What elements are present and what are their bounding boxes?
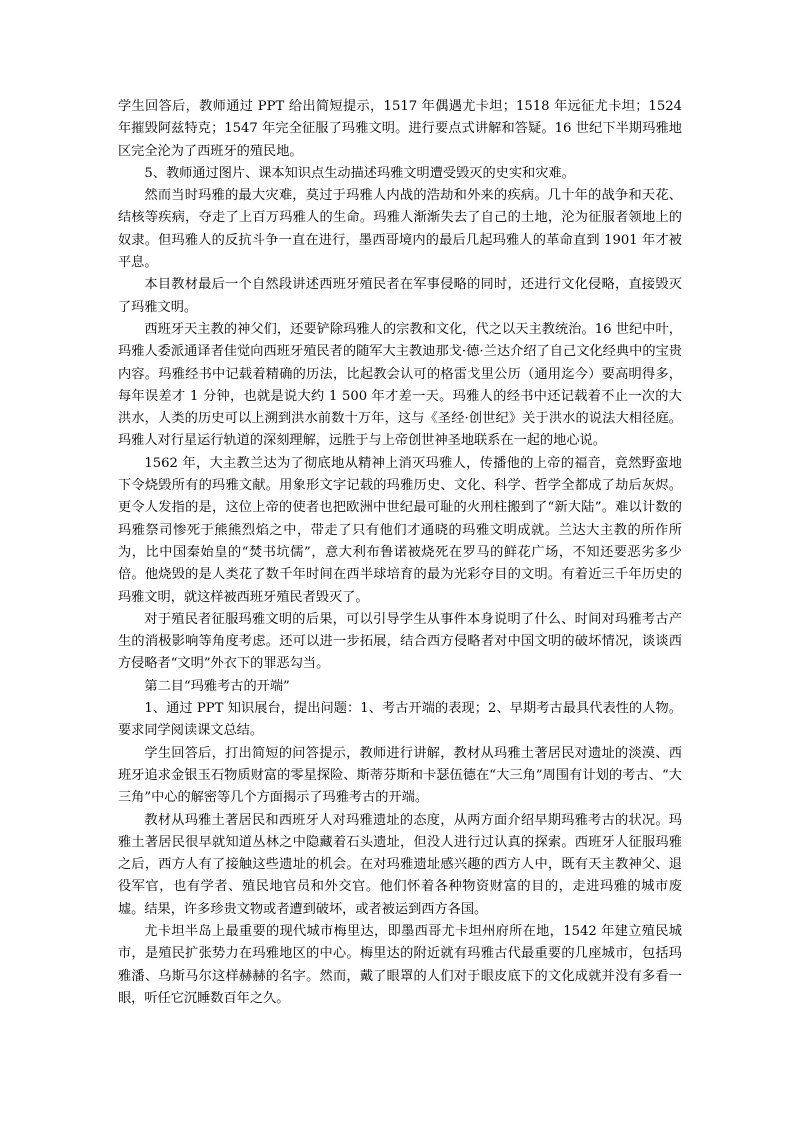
document-page — [118, 96, 682, 1010]
paragraph-early-archaeology: 教材从玛雅土著居民和西班牙人对玛雅遗址的态度，从两方面介绍早期玛雅考古的状况。玛雅土著居民很早就知道丛林之中隐藏着石头遗址，但没人进行过认真的探索。西班牙人征服玛雅之后，西方人有了接触这些遗址的机会。在对玛雅遗址感兴趣的西方人中，既有天主教神父、退役军官，也有学者、殖民地官员和外交官。他们怀着各种物资财富的目的，走进玛雅的城市废墟。结果，许多珍贵文物或者遭到破坏，或者被运到西方各国。 — [118, 812, 682, 917]
paragraph-step-1-questions: 1、通过 PPT 知识展台，提出问题：1、考古开端的表现；2、早期考古最具代表性的人物。要求同学阅读课文总结。 — [118, 701, 682, 739]
section-heading-archaeology-origin: 第二目“玛雅考古的开端” — [144, 678, 290, 694]
paragraph-merida: 尤卡坦半岛上最重要的现代城市梅里达，即墨西哥尤卡坦州府所在地，1542 年建立殖民城市，是殖民扩张势力在玛雅地区的中心。梅里达的附近就有玛雅古代最重要的几座城市，包括玛雅潘、乌斯马尔这样赫赫的名字。然而，戴了眼罩的人们对于眼皮底下的文化成就并没有多看一眼，听任它沉睡数百年之久。 — [118, 923, 682, 1006]
paragraph-cultural-invasion: 本目教材最后一个自然段讲述西班牙殖民者在军事侵略的同时，还进行文化侵略，直接毁灭了玛雅文明。 — [118, 277, 682, 315]
paragraph-1562-burning: 1562 年，大主教兰达为了彻底地从精神上消灭玛雅人，传播他的上帝的福音，竟然野蛮地下令烧毁所有的玛雅文献。用象形文字记载的玛雅历史、文化、科学、哲学全都成了劫后灰烬。更令人发指的是，这位上帝的使者也把欧洲中世纪最可耻的火刑柱搬到了“新大陆”。难以计数的玛雅祭司惨死于熊熊烈焰之中，带走了只有他们才通晓的玛雅文明成就。兰达大主教的所作所为，比中国秦始皇的“焚书坑儒”，意大利布鲁诺被烧死在罗马的鲜花广场，不知还要恶劣多少倍。他烧毁的是人类花了数千年时间在西半球培育的最为光彩夺目的文明。有着近三千年历史的玛雅文明，就这样被西班牙殖民者毁灭了。 — [118, 455, 682, 605]
paragraph-step-5: 5、教师通过图片、课本知识点生动描述玛雅文明遭受毁灭的史实和灾难。 — [144, 165, 575, 181]
paragraph-catholic-priests: 西班牙天主教的神父们，还要铲除玛雅人的宗教和文化，代之以天主教统治。16 世纪中叶，玛雅人委派通译者佳觉向西班牙殖民者的随军大主教迪那戈·德·兰达介绍了自己文化经典中的宝贵内容。玛雅经书中记载着精确的历法，比起教会认可的格雷戈里公历（通用迄今）要高明得多，每年误差才 1 分钟，也就是说大约 1 500 年才差一天。玛雅人的经书中还记载着不止一次的大洪水，人类的历史可以上溯到洪水前数十万年，这与《圣经·创世纪》关于洪水的说法大相径庭。玛雅人对行星运行轨道的深刻理解，远胜于与上帝创世神圣地联系在一起的地心说。 — [118, 321, 682, 449]
paragraph-disaster: 然而当时玛雅的最大灾难，莫过于玛雅人内战的浩劫和外来的疾病。几十年的战争和天花、结核等疾病，夺走了上百万玛雅人的生命。玛雅人渐渐失去了自己的土地，沦为征服者领地上的奴隶。但玛雅人的反抗斗争一直在进行，墨西哥境内的最后几起玛雅人的革命直到 1901 年才被平息。 — [118, 188, 682, 271]
paragraph-student-answer-timeline: 学生回答后，教师通过 PPT 给出简短提示，1517 年偶遇尤卡坦；1518 年远征尤卡坦；1524 年摧毁阿兹特克；1547 年完全征服了玛雅文明。进行要点式讲解和答疑。16 世纪下半期玛雅地区完全沦为了西班牙的殖民地。 — [118, 99, 682, 159]
paragraph-consequences: 对于殖民者征服玛雅文明的后果，可以引导学生从事件本身说明了什么、时间对玛雅考古产生的消极影响等角度考虑。还可以进一步拓展，结合西方侵略者对中国文明的破坏情况，谈谈西方侵略者“文明”外衣下的罪恶勾当。 — [118, 611, 682, 672]
paragraph-teacher-explanation: 学生回答后，打出简短的问答提示，教师进行讲解，教材从玛雅土著居民对遗址的淡漠、西班牙追求金银玉石物质财富的零星探险、斯蒂芬斯和卡瑟伍德在“大三角”周围有计划的考古、“大三角”中心的解密等几个方面揭示了玛雅考古的开端。 — [118, 745, 682, 806]
